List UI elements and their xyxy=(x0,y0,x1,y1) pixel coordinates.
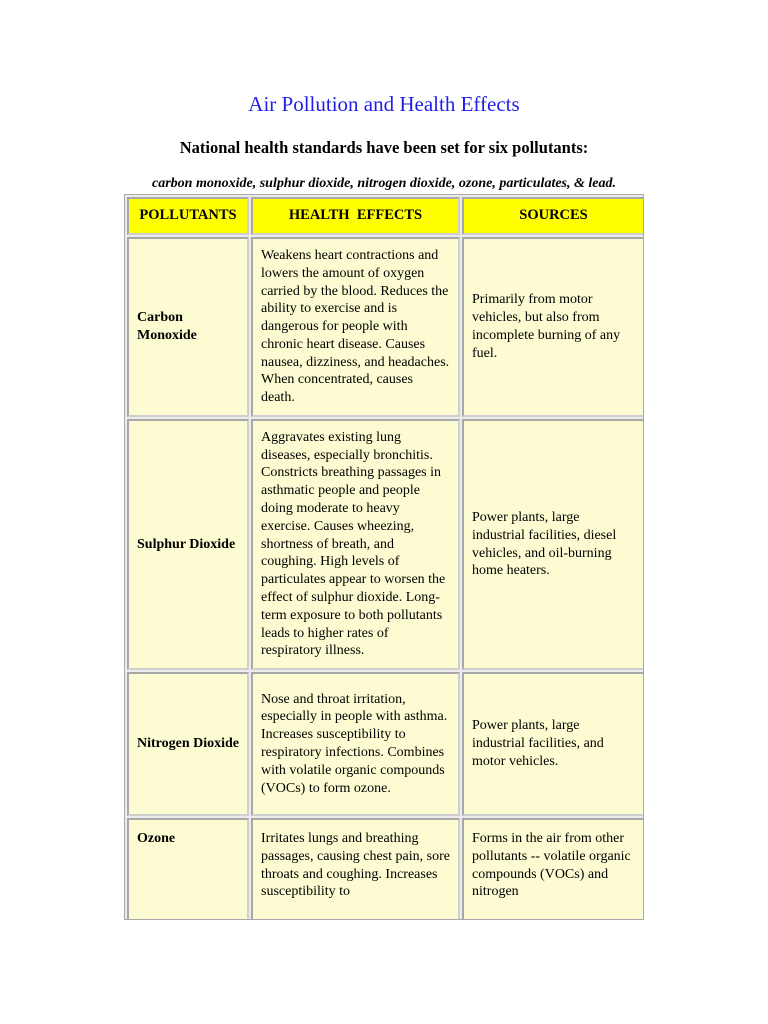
pollutant-name: Carbon Monoxide xyxy=(127,237,249,417)
pollutant-name: Nitrogen Dioxide xyxy=(127,672,249,816)
pollutant-list: carbon monoxide, sulphur dioxide, nitrogen dioxide, ozone, particulates, & lead. xyxy=(152,176,616,191)
sources: Power plants, large industrial facilities, and motor vehicles. xyxy=(462,672,644,816)
page-title: Air Pollution and Health Effects xyxy=(248,92,520,116)
sources-cell xyxy=(462,818,644,920)
sources: Forms in the air from other pollutants -- volatile organic compounds (VOCs) and nitrogen xyxy=(472,831,631,900)
header-sources: SOURCES xyxy=(462,197,644,235)
health-effects: Aggravates existing lung diseases, especially bronchitis. Constricts breathing passages in asthmatic people and people doing moderate to heavy exercise. Causes wheezing, shortness of breath, and coughing. High levels of particulates appear to worsen the effect of sulphur dioxide. Long-term exposure to both pollutants leads to higher rates of respiratory illness. xyxy=(251,419,460,670)
table-row xyxy=(127,419,644,670)
table-row xyxy=(127,818,644,920)
health-effects-cell xyxy=(251,818,460,920)
sources: Power plants, large industrial facilities, diesel vehicles, and oil-burning home heaters. xyxy=(462,419,644,670)
pollutants-table xyxy=(124,194,644,920)
header-pollutants: POLLUTANTS xyxy=(127,197,249,235)
page-subtitle: National health standards have been set for six pollutants: xyxy=(179,138,589,157)
health-effects: Nose and throat irritation, especially in people with asthma. Increases susceptibility to respiratory infections. Combines with volatile organic compounds (VOCs) to form ozone. xyxy=(251,672,460,816)
table-header-row xyxy=(127,197,644,235)
pollutant-name: Sulphur Dioxide xyxy=(127,419,249,670)
health-effects: Weakens heart contractions and lowers the amount of oxygen carried by the blood. Reduces the ability to exercise and is dangerous for people with chronic heart disease. Causes nausea, dizziness, and headaches. When concentrated, causes death. xyxy=(251,237,460,417)
table-row xyxy=(127,237,644,417)
table-row xyxy=(127,672,644,816)
pollutant-name: Ozone xyxy=(127,818,249,920)
sources: Primarily from motor vehicles, but also from incomplete burning of any fuel. xyxy=(462,237,644,417)
health-effects: Irritates lungs and breathing passages, causing chest pain, sore throats and coughing. Increases susceptibility to xyxy=(261,831,450,900)
header-health-effects: HEALTH EFFECTS xyxy=(251,197,460,235)
